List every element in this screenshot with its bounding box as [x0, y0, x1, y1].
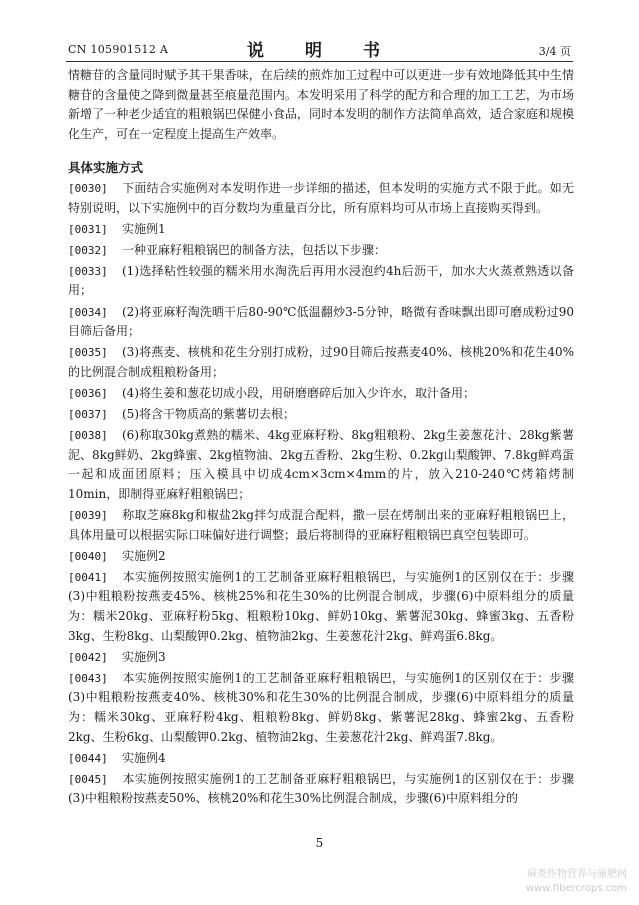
- numbered-paragraph: [68, 669, 574, 747]
- paragraph-text: (4)将生姜和葱花切成小段，用研磨磨碎后加入少许水，取汁备用；: [122, 385, 476, 400]
- paragraph-number: [0045]: [68, 772, 108, 786]
- paragraph-number: [0031]: [68, 222, 108, 236]
- paragraph-number: [0043]: [68, 671, 108, 685]
- patent-number: CN 105901512 A: [68, 43, 169, 56]
- paragraph-number: [0042]: [68, 650, 108, 664]
- numbered-paragraph: [68, 770, 574, 809]
- numbered-paragraph: [68, 241, 574, 261]
- site-watermark: [526, 868, 627, 896]
- paragraph-text: 下面结合实施例对本发明作进一步详细的描述，但本发明的实施方式不限于此。如无特别说明，以下实施例中的百分数均为重量百分比，所有原料均可从市场上直接购买得到。: [68, 180, 574, 215]
- paragraph-text: (2)将亚麻籽淘洗晒干后80-90℃低温翻炒3-5分钟，略微有香味飘出即可磨成粉过90目筛后备用；: [68, 304, 574, 339]
- intro-paragraph: 情糖苷的含量同时赋予其干果香味，在后续的煎炸加工过程中可以更进一步有效地降低其中生情糖苷的含量使之降到微量甚至痕量范围内。本发明采用了科学的配方和合理的加工工艺，为市场新增了一种老少适宜的粗粮锅巴保健小食品，同时本发明的制作方法简单高效，适合家庭和规模化生产，可在一定程度上提高生产效率。: [68, 68, 574, 141]
- paragraph-text: (5)将含干物质高的紫薯切去根；: [122, 407, 295, 421]
- paragraph-number: [0032]: [68, 243, 108, 257]
- page-indicator: 3/4 页: [538, 45, 571, 58]
- paragraph-number: [0034]: [68, 305, 108, 319]
- paragraph-number: [0030]: [68, 181, 108, 195]
- numbered-paragraph: [68, 506, 574, 545]
- paragraph-text: 本实施例按照实施例1的工艺制备亚麻籽粗粮锅巴，与实施例1的区别仅在于：步骤(3)中粗粮粉按燕麦40%、核桃30%和花生30%的比例混合制成，步骤(6)中原料组分的质量为：糯米30kg、亚麻籽粉4kg、粗粮粉8kg、鲜奶8kg、紫薯泥28kg、蜂蜜2kg、五香粉2kg、生粉6kg、山梨酸钾0.2kg、植物油2kg、生姜葱花汁2kg、鲜鸡蛋7.8kg。: [68, 670, 574, 744]
- paragraph-text: (1)选择粘性较强的糯米用水淘洗后再用水浸泡约4h后沥干，加水大火蒸煮熟透以备用；: [68, 263, 574, 298]
- numbered-paragraph: [68, 648, 574, 668]
- header-divider: [66, 61, 573, 62]
- numbered-paragraph: [68, 179, 574, 218]
- paragraph-number: [0038]: [68, 429, 108, 443]
- watermark-cn: 麻类作物营养与施肥网: [527, 869, 627, 880]
- paragraph-number: [0039]: [68, 508, 108, 522]
- paragraph-text: 一种亚麻籽粗粮锅巴的制备方法，包括以下步骤：: [122, 242, 387, 257]
- numbered-paragraph: [68, 303, 574, 342]
- paragraph-text: 实施例4: [122, 750, 166, 765]
- paragraph-text: 实施例1: [122, 221, 166, 236]
- paragraph-text: (3)将燕麦、核桃和花生分别打成粉，过90目筛后按燕麦40%、核桃20%和花生40%的比例混合制成粗粮粉备用；: [68, 345, 574, 379]
- paragraph-number: [0036]: [68, 386, 108, 400]
- numbered-paragraph: [68, 343, 574, 382]
- paragraph-text: (6)称取30kg煮熟的糯米、4kg亚麻籽粉、8kg粗粮粉、2kg生姜葱花汁、28kg紫薯泥、8kg鲜奶、2kg蜂蜜、2kg植物油、2kg五香粉、2kg生粉、0.2kg山梨酸钾、7.8kg鲜鸡蛋一起和成面团原料；压入模具中切成4cm×3cm×4mm的片，放入210-240℃烤箱烤制10min，即制得亚麻籽粗粮锅巴；: [68, 428, 574, 501]
- paragraph-text: 本实施例按照实施例1的工艺制备亚麻籽粗粮锅巴，与实施例1的区别仅在于：步骤(3)中粗粮粉按燕麦50%、核桃20%和花生30%比例混合制成，步骤(6)中原料组分的: [68, 771, 574, 806]
- paragraph-number: [0037]: [68, 408, 108, 421]
- page-number: 5: [315, 836, 324, 850]
- numbered-paragraph: [68, 568, 574, 646]
- paragraph-text: 实施例2: [122, 548, 166, 563]
- numbered-paragraph: [68, 384, 574, 404]
- paragraph-list: [68, 179, 574, 809]
- numbered-paragraph: [68, 262, 574, 301]
- numbered-paragraph: [68, 220, 574, 240]
- paragraph-text: 实施例3: [122, 649, 166, 664]
- paragraph-text: 称取芝麻8kg和椒盐2kg拌匀成混合配料，撒一层在烤制出来的亚麻籽粗粮锅巴上，具体用量可以根据实际口味偏好进行调整；最后将制得的亚麻籽粗粮锅巴真空包装即可。: [68, 507, 574, 542]
- watermark-url: www.fibercrops.com: [525, 883, 627, 894]
- section-heading: 具体实施方式: [68, 160, 144, 176]
- paragraph-text: 本实施例按照实施例1的工艺制备亚麻籽粗粮锅巴，与实施例1的区别仅在于：步骤(3)中粗粮粉按燕麦45%、核桃25%和花生30%的比例混合制成，步骤(6)中原料组分的质量为：糯米20kg、亚麻籽粉5kg、粗粮粉10kg、鲜奶10kg、紫薯泥30kg、蜂蜜3kg、五香粉3kg、生粉8kg、山梨酸钾0.2kg、植物油2kg、生姜葱花汁2kg、鲜鸡蛋6.8kg。: [68, 569, 574, 643]
- paragraph-number: [0044]: [68, 751, 108, 765]
- paragraph-number: [0035]: [68, 346, 108, 360]
- paragraph-number: [0033]: [68, 264, 108, 278]
- paragraph-number: [0041]: [68, 570, 108, 584]
- numbered-paragraph: [68, 426, 574, 504]
- document-title: 说 明 书: [247, 41, 392, 61]
- page-header: [0, 0, 639, 64]
- paragraph-number: [0040]: [68, 549, 108, 563]
- numbered-paragraph: [68, 749, 574, 769]
- numbered-paragraph: [68, 547, 574, 567]
- numbered-paragraph: [68, 405, 574, 425]
- document-body: [68, 66, 574, 810]
